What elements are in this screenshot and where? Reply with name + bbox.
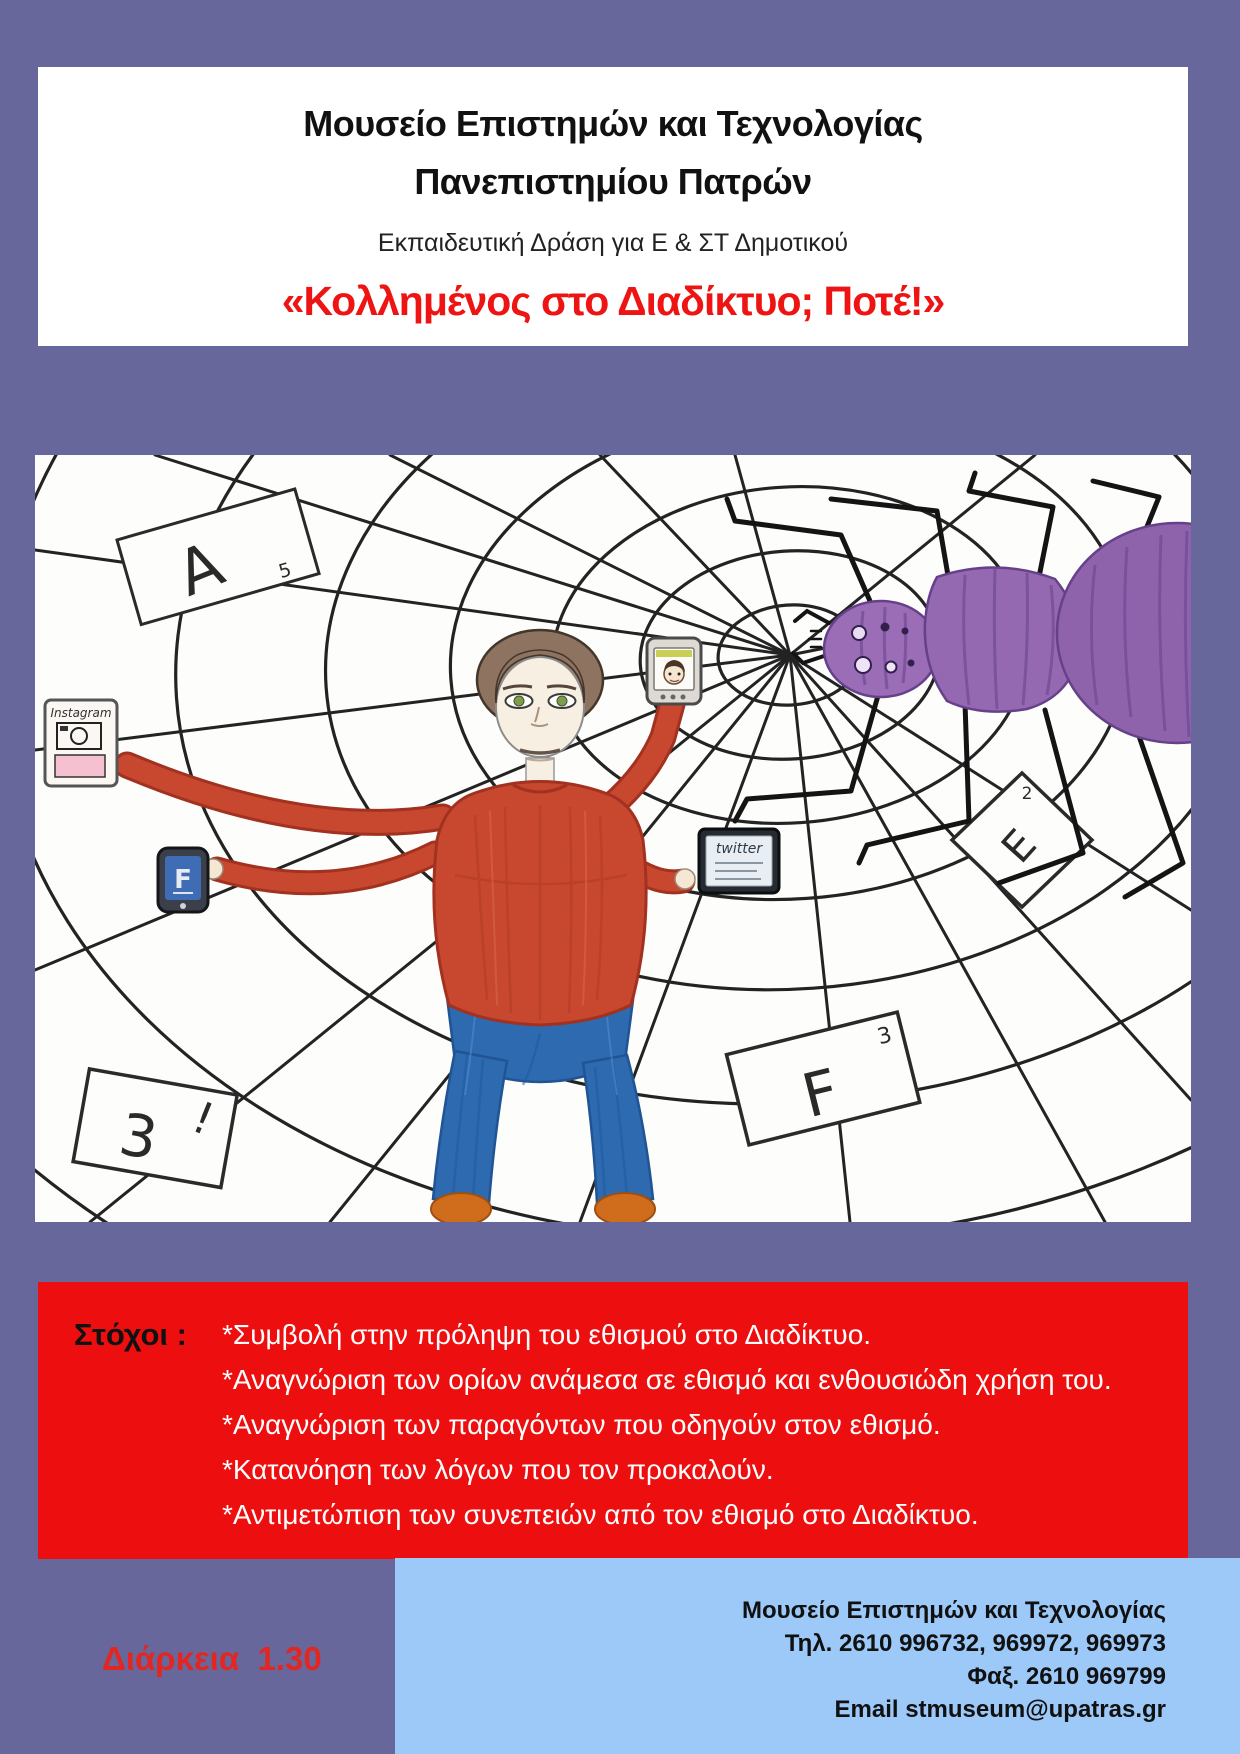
goals-list: [222, 1312, 1160, 1559]
svg-text:2: 2: [1021, 784, 1033, 804]
contact-museum-name: Μουσείο Επιστημών και Τεχνολογίας: [742, 1597, 1166, 1624]
contact-panel: [395, 1558, 1240, 1754]
contact-fax: Φαξ. 2610 969799: [967, 1663, 1166, 1690]
contact-email: Email stmuseum@upatras.gr: [834, 1696, 1166, 1723]
instagram-card-icon: [45, 700, 117, 786]
museum-title-line1: Μουσείο Επιστημών και Τεχνολογίας: [303, 103, 923, 144]
goal-item: *Αναγνώριση των παραγόντων που οδηγούν στον εθισμό.: [222, 1409, 941, 1440]
svg-text:F: F: [795, 1055, 847, 1133]
svg-text:3: 3: [114, 1099, 163, 1174]
svg-text:!: !: [185, 1092, 221, 1146]
goal-item: *Αντιμετώπιση των συνεπειών από τον εθισμό στο Διαδίκτυο.: [222, 1499, 979, 1530]
goals-heading: Στόχοι :: [74, 1317, 187, 1352]
goal-item: *Αναγνώριση των ορίων ανάμεσα σε εθισμό και ενθουσιώδη χρήση του.: [222, 1364, 1112, 1395]
header-panel: [38, 67, 1188, 346]
web-drawing-illustration: [35, 455, 1191, 1222]
facebook-phone-icon: [158, 848, 208, 912]
paper-grade-3: [73, 1069, 237, 1188]
goal-item: *Συμβολή στην πρόληψη του εθισμού στο Διαδίκτυο.: [222, 1319, 872, 1350]
svg-text:twitter: twitter: [715, 841, 763, 857]
svg-text:3: 3: [874, 1022, 895, 1051]
paper-grade-a: [117, 489, 319, 626]
goals-panel: [38, 1282, 1188, 1559]
paper-grade-e: [952, 773, 1092, 907]
program-subtitle: Εκπαιδευτική Δράση για Ε & ΣΤ Δημοτικού: [377, 229, 849, 257]
goal-item: *Κατανόηση των λόγων που τον προκαλούν.: [222, 1454, 774, 1485]
twitter-tablet-icon: [699, 829, 779, 893]
svg-text:Instagram: Instagram: [50, 706, 112, 720]
program-slogan: «Κολλημένος στο Διαδίκτυο; Ποτέ!»: [281, 278, 945, 324]
svg-text:E: E: [991, 819, 1046, 873]
drawing-panel: [35, 455, 1191, 1222]
video-call-phone-icon: [647, 638, 701, 704]
contact-phone: Τηλ. 2610 996732, 969972, 969973: [784, 1630, 1166, 1657]
museum-title-line2: Πανεπιστημίου Πατρών: [414, 161, 812, 202]
paper-grade-f: [726, 1012, 920, 1148]
svg-text:A: A: [166, 526, 234, 611]
svg-text:F: F: [174, 865, 192, 895]
duration-label: Διάρκεια 1.30: [102, 1640, 322, 1677]
svg-text:5: 5: [276, 558, 294, 584]
